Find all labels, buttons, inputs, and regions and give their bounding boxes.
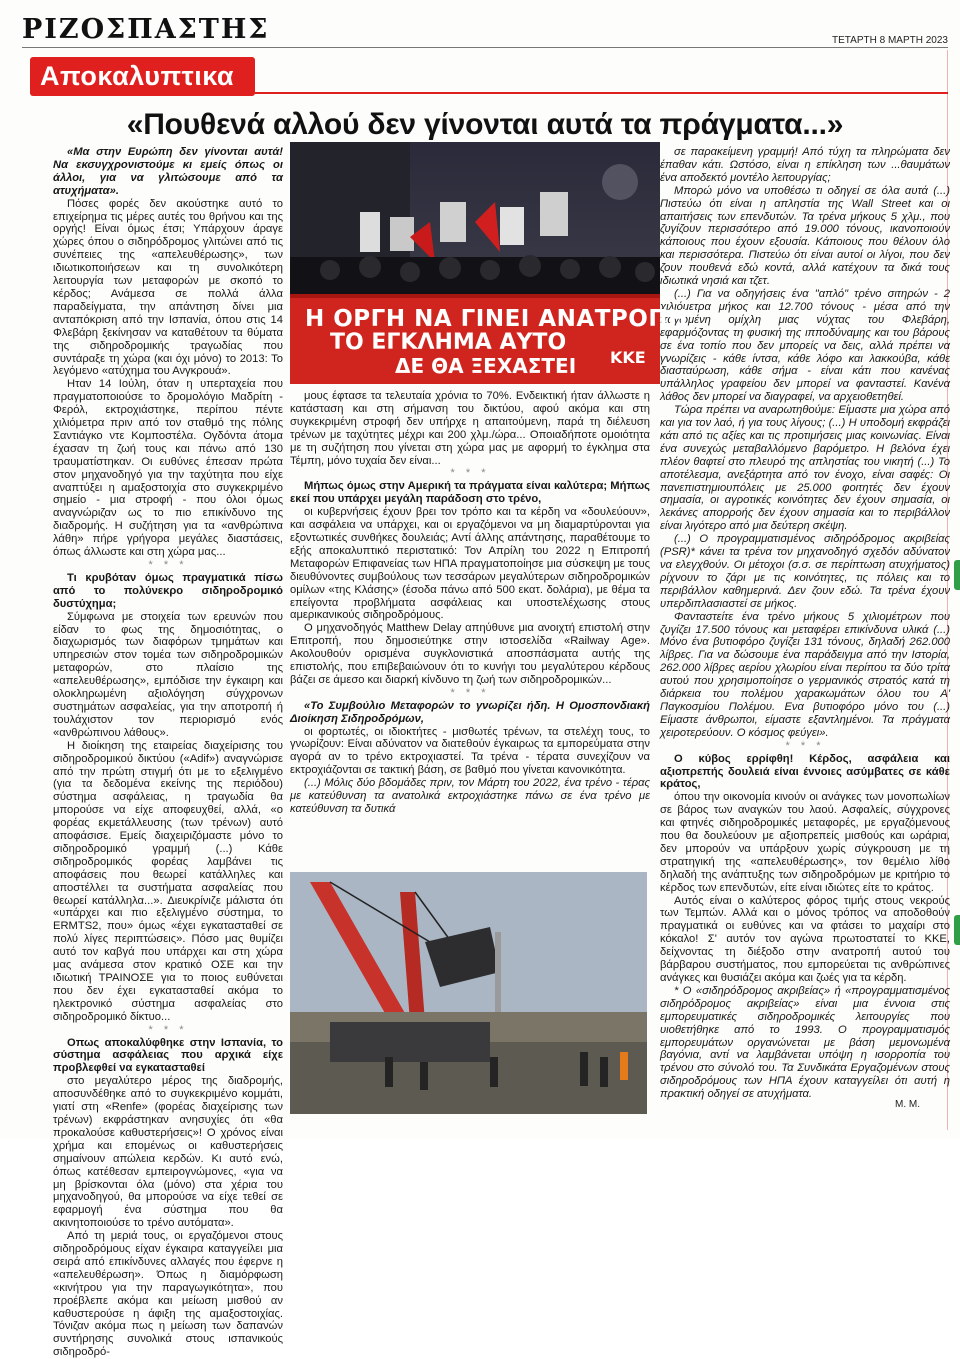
banner-slogan-line-1: Η ΟΡΓΗ ΝΑ ΓΙΝΕΙ ΑΝΑΤΡΟΠΗ	[305, 306, 688, 332]
article-paragraph: Ηταν 14 Ιούλη, όταν η υπερταχεία που πραγματοποιούσε το δρομολόγιο Μαδρίτη - Φερόλ, εκτροχιάστηκε, περίπου πέντε χιλιόμετρα πριν από τον σταθμό της πόλης Σαντιάγκο ντε Κομποστέλα. Ογδόντα άτομα έχασαν τη ζωή τους και πάνω από 130 τραυματίστηκαν. Οι ευθύνες έπεσαν πρώτα στον μηχανοδηγό για την ταχύτητα που είχε αναπτύξει η αμαξοστοιχία στο συγκεκριμένο σημείο - μια στροφή - που όλοι όμως αναγνώριζαν ως το πιο επικίνδυνο της διαδρομής. Η συζήτηση για τα «ανθρώπινα λάθη» πήρε γρήγορα μεγάλες διαστάσεις, όπως άλλωστε και στη χώρα μας...	[53, 378, 283, 559]
article-column-1	[53, 146, 283, 1359]
article-paragraph: Από τη μεριά τους, οι εργαζόμενοι στους σιδηροδρόμους είχαν έγκαιρα καταγγείλει μια σειρά από επικίνδυνες αλλαγές που έφερνε η «απελευθέρωση». Όπως η διαμόρφωση «κινήτρου για την παραγωγικότητα», που προέβλεπε ακόμα και μείωση μισθού αν καθυστερούσε η άφιξη της αμαξοστοιχίας. Τόνιζαν ακόμα πως η μείωση των δαπανών συντήρησης συνολικά στους ισπανικούς σιδηροδρό-	[53, 1230, 283, 1359]
article-paragraph: (...) Ο προγραμματισμένος σιδηρόδρομος ακριβείας (PSR)* κάνει τα τρένα τον μηχανοδηγό σχεδόν αδύνατον να ελεγχθούν. Οι μέτοχοι (σ.σ. σε περίπτωση ατυχήματος) ρίχνουν το ζάρι με τις κοινότητες, τις πόλεις και το περιβάλλον καθημερινά. Δεν ζουν εδώ. Τα τρένα έχουν υπερδιπλασιαστεί σε μήκος.	[660, 533, 950, 610]
section-separator: * * *	[148, 559, 188, 571]
article-paragraph: Οπως αποκαλύφθηκε στην Ισπανία, το σύστημα ασφάλειας που αρχικά είχε προβλεφθεί να εγκατασταθεί	[53, 1036, 283, 1075]
article-paragraph: «Μα στην Ευρώπη δεν γίνονται αυτά! Να εκσυγχρονιστούμε κι εμείς όπως οι άλλοι, για να γλιτώσουμε από τα ατυχήματα».	[53, 146, 283, 197]
article-paragraph: στο μεγαλύτερο μέρος της διαδρομής, αποσυνδέθηκε από το συγκεκριμένο κομμάτι, γιατί στη «Renfe» (φορέας διαχείρισης των τρένων) εκφράστηκαν ανησυχίες ότι «θα προκαλούσε καθυστερήσεις»! Ο χρόνος είναι χρήμα και επομένως οι καθυστερήσεις σημαίνουν απώλεια κερδών. Κι αυτό ενώ, όπως κατέθεσαν εμπειρογνώμονες, «για να μη βρίσκονται όλα (μόνο) στα χέρια του μηχανοδηγού, θα μπορούσε να είχε τεθεί σε εφαρμογή ένα σύστημα που θα ακινητοποιούσε το τρένο αυτόματα».	[53, 1075, 283, 1230]
article-paragraph: Μπορώ μόνο να υποθέσω τι οδηγεί σε όλα αυτά (...) Πιστεύω ότι είναι η απληστία της Wall Street και οι απαιτήσεις των επενδυτών. Τα τρένα μήκους 5 χλμ., που ζυγίζουν περισσότερο από 19.000 τόνους, ικανοποιούν κάποιους που έχουν εξουσία. Κάποιους που θέλουν όλο και περισσότερα. Πιστεύω ότι είναι αυτοί οι λίγοι, που δεν ζουν πουθενά εδώ κοντά, αλλά κατέχουν τα δικά τους ιδιωτικά νησιά και τζετ.	[660, 184, 950, 288]
article-column-3	[660, 146, 950, 1101]
section-separator: * * *	[450, 467, 490, 480]
party-logo: ΚΚΕ	[610, 348, 646, 367]
banner-slogan-line-3: ΔΕ ΘΑ ΞΕΧΑΣΤΕΙ	[395, 354, 577, 378]
article-paragraph: οι φορτωτές, οι ιδιοκτήτες - μισθωτές τρένων, τα στελέχη τους, το γνωρίζουν: Είναι αδύνατον να διατεθούν έγκαιρως τα εμπορεύματα στην αγορά αν το τρένο εκτροχιαστεί. Τα τρένα - τέρατα συνεχίζουν να εκτροχιάζονται σε τακτική βάση, σε βαθμό που γίνεται κανονικότητα.	[290, 725, 650, 777]
masthead-title: ΡΙΖΟΣΠΑΣΤΗΣ	[22, 14, 270, 45]
article-paragraph: Φανταστείτε ένα τρένο μήκους 5 χιλιομέτρων που ζυγίζει 17.500 τόνους και μεταφέρει επικίνδυνα υλικά (...) Μόνο ένα βυτιοφόρο ζυγίζει 131 τόνους, δηλαδή 262.000 λίβρες. Για να δώσουμε ένα παράδειγμα από την Ιστορία, 262.000 λίβρες αερίου χλωρίου είναι περίπου τα δύο τρίτα αυτού που χρησιμοποίησε ο γερμανικός στρατός κατά τη διάρκεια του πολέμου χαρακωμάτων όλου του Α' Παγκοσμίου Πολέμου. Ενα βυτιοφόρο μόνο του (...) Είμαστε άνθρωποι, είμαστε εξαντλημένοι. Τα πράγματα χειροτερεύουν. Ο κόσμος φεύγει».	[660, 610, 950, 739]
section-separator: * * *	[148, 1023, 188, 1036]
author-initials: Μ. Μ.	[895, 1099, 920, 1110]
masthead-rule	[22, 47, 948, 48]
section-separator: * * *	[785, 739, 825, 752]
section-separator: * * *	[450, 686, 490, 699]
article-column-2	[290, 390, 650, 868]
article-paragraph: Αυτός είναι ο καλύτερος φόρος τιμής στους νεκρούς των Τεμπών. Αλλά και ο μόνος τρόπος να αποδοθούν πραγματικά οι ευθύνες και να φτάσει το μαχαίρι στο κόκαλο! Σ' αυτόν τον αγώνα πρωτοστατεί το ΚΚΕ, δείχνοντας τη διέξοδο στην ανατροπή αυτού του βάρβαρου συστήματος, που εμπορεύεται τις ανθρώπινες ανάγκες και θυσιάζει ακόμα και ζωές για τα κέρδη.	[660, 894, 950, 984]
page-edge-tab	[954, 560, 960, 590]
issue-date: ΤΕΤΑΡΤΗ 8 ΜΑΡΤΗ 2023	[832, 35, 948, 46]
article-paragraph: (...) Για να οδηγήσεις ένα "απλό" τρένο σιτηρών - 2 χιλιόμετρα μήκος και 12.700 τόνους - μέσα από την παγωμένη ομίχλη μιας νύχτας του Φλεβάρη, εφαρμόζοντας τη φυσική της ιπποδύναμης και του βάρους σε ένα τοπίο που δεν μπορείς να δεις, αλλά πρέπει να γνωρίζεις - κάθε ίντσα, κάθε λόφο και λακκούβα, κάθε διασταύρωση, κάθε σήμα - είναι κάτι που κανένας υπάλληλος γραφείου δεν μπορεί να φανταστεί. Κανένα λάθος δεν μπορεί να διαγραφεί, να αρχειοθετηθεί.	[660, 287, 950, 404]
article-paragraph: Σύμφωνα με στοιχεία των ερευνών που είδαν το φως της δημοσιότητας, ο διαχωρισμός των διαφόρων τμημάτων και υπηρεσιών στον τομέα των σιδηροδρομικών μεταφορών, στο πλαίσιο της «απελευθέρωσης», εμπόδισε την έγκαιρη και ολοκληρωμένη αξιολόγηση σύγχρονων συστημάτων ασφαλείας, για την αποτροπή ή τουλάχιστον τον περιορισμό ενός «ανθρώπινου λάθους».	[53, 610, 283, 739]
section-rule	[255, 92, 948, 94]
article-paragraph: Πόσες φορές δεν ακούστηκε αυτό το επιχείρημα τις μέρες αυτές του θρήνου και της οργής! Είναι όμως έτσι; Υπάρχουν άραγε χώρες όπου ο σιδηρόδρομος γλιτώνει από τις συνέπειες της «απελευθέρωσης», των ιδιωτικοποιήσεων και τη συνολικότερη λειτουργία των μεταφορών με σκοπό το κέρδος; Ανάμεσα σε πολλά άλλα παραδείγματα, την απάντηση δίνει μια ανταπόκριση από την Ισπανία, όπου στις 14 Φλεβάρη ξεκίνησαν να καταθέτουν τα θύματα της σιδηροδρομικής τραγωδίας που συντάραξε τη χώρα (και όχι μόνο) το 2013: Το λεγόμενο «ατύχημα του Ανγκρουά».	[53, 197, 283, 378]
article-paragraph: (...) Μόλις δύο βδομάδες πριν, τον Μάρτη του 2022, ένα τρένο - τέρας με κατεύθυνση τα ανατολικά εκτροχιάστηκε πάνω σε ένα τρένο με κατεύθυνση τα δυτικά	[290, 777, 650, 815]
crash-site-photo	[290, 872, 647, 1114]
banner-slogan-line-2: ΤΟ ΕΓΚΛΗΜΑ ΑΥΤΟ	[330, 330, 567, 355]
article-paragraph: * Ο «σιδηρόδρομος ακριβείας» ή «προγραμματισμένος σιδηρόδρομος ακριβείας» είναι μια έννοια στις εμπορευματικές σιδηροδρομικές λειτουργίες που υιοθετήθηκε από το 1993. Ο προγραμματισμός εμπορευμάτων οργανώνεται με βάση μεμονωμένα βαγόνια, αντί να λαμβάνεται υπόψη η ισορροπία του τρένου στο σύνολό του. Τα Συνδικάτα Εργαζομένων στους σιδηροδρόμους των ΗΠΑ έχουν καταγγείλει ότι αυτή η πρακτική οδηγεί σε ατυχήματα.	[660, 984, 950, 1101]
article-paragraph: Η διοίκηση της εταιρείας διαχείρισης του σιδηροδρομικού δικτύου («Adif») αναγνώρισε από την πρώτη στιγμή ότι με το εξελιγμένο (για τα δεδομένα εκείνης της περιόδου) σύστημα ασφάλειας, η τραγωδία θα μπορούσε να είχε αποφευχθεί, αλλά, «ο φορέας εκμετάλλευσης (των τρένων) αυτό αποφάσισε. Εμείς διαχειριζόμαστε μόνο το σιδηροδρομικό γραμμή (...) Κάθε σιδηροδρομικός φορέας λαμβάνει τις αποφάσεις που θεωρεί κατάλληλες και αποστέλλει τα συστήματα ασφαλείας που θεωρεί κατάλληλα...». Διευκρίνιζε μάλιστα ότι «υπάρχει και πιο εξελιγμένο σύστημα, το ERMTS2, που» όμως «έχει εγκατασταθεί σε πολύ λίγες περιπτώσεις». Πόσο μας θυμίζει αυτό τον καβγά που υπάρχει και στη χώρα μας ανάμεσα στον κρατικό ΟΣΕ και την ιδιωτική ΤΡΑΙΝΟΣΕ για το ποιος ευθύνεται που δεν έχει εγκατασταθεί ακόμα το ηλεκτρονικό σύστημα ασφαλείας στο σιδηροδρομικό δίκτυο...	[53, 739, 283, 1023]
article-paragraph: οι κυβερνήσεις έχουν βρει τον τρόπο και τα κέρδη να «δουλεύουν», και ασφάλεια να υπάρχει, και οι εργαζόμενοι να μη διαμαρτύρονται για εξοντωτικές συνθήκες δουλειάς; Αντί άλλης απάντησης, παραθέτουμε το εξής αποκαλυπτικό περιστατικό: Τον Απρίλη του 2022 η Επιτροπή Μεταφορών Επιφανείας των ΗΠΑ πραγματοποίησε μια σύσκεψη με τους διευθύνοντες συμβούλους των τεσσάρων μεγαλύτερων σιδηροδρομικών ομίλων «της Κλάσης» (έσοδα πάνω από 500 εκατ. δολάρια), με θέμα τα επείγοντα προβλήματα ασφάλειας και υποστελέχωσης στους αμερικανικούς σιδηροδρόμους.	[290, 506, 650, 622]
crash-site-illustration	[290, 872, 647, 1114]
article-paragraph: Τι κρυβόταν όμως πραγματικά πίσω από το πολύνεκρο σιδηροδρομικό δυστύχημα;	[53, 571, 283, 610]
article-headline: «Πουθενά αλλού δεν γίνονται αυτά τα πράγματα...»	[126, 108, 844, 141]
page-edge-tab	[954, 915, 960, 945]
article-paragraph: Τώρα πρέπει να αναρωτηθούμε: Είμαστε μια χώρα από και για τον λαό, ή για τους λίγους; (...) Η υποδομή εκφράζει κάτι από τις αξίες και τις προτιμήσεις μιας κοινωνίας. Είναι ένα συνεχώς μεταβαλλόμενο βαρόμετρο. Η βελόνα έχει πλέον θαφτεί στο πλευρό της απληστίας του νικητή (...) Το αποτέλεσμα, ανεξάρτητα από τον ένοχο, είναι σαφές: Οι πανεπιστημιουπόλεις με 25.000 φοιτητές δεν έχουν σημασία, οι αγροτικές κοινότητες δεν έχουν σημασία, οι λεκάνες απορροής δεν έχουν σημασία και το περιβάλλον είναι λιγότερο από μια δεύτερη σκέψη.	[660, 404, 950, 533]
article-paragraph: Ο κύβος ερρίφθη! Κέρδος, ασφάλεια και αξιοπρεπής δουλειά είναι έννοιες ασύμβατες σε κάθε κράτος,	[660, 752, 950, 791]
article-paragraph: Μήπως όμως στην Αμερική τα πράγματα είναι καλύτερα; Μήπως εκεί που υπάρχει μεγάλη παράδοση στο τρένο,	[290, 480, 650, 506]
article-paragraph: «Το Συμβούλιο Μεταφορών το γνωρίζει ήδη. Η Ομοσπονδιακή Διοίκηση Σιδηροδρόμων,	[290, 699, 650, 725]
section-label: Αποκαλυπτικα	[40, 61, 234, 91]
article-paragraph: όπου την οικονομία κινούν οι ανάγκες των μονοπωλίων σε βάρος των αναγκών του λαού. Ασφαλείς, σύγχρονες και φτηνές σιδηροδρομικές μεταφορές, με εργαζόμενους που θα δουλεύουν με αξιοπρεπείς μισθούς και ωράρια, δεν μπορούν να υπάρξουν χωρίς σύγκρουση με τη στρατηγική της «απελευθέρωσης», τον θεμέλιο λίθο δηλαδή της ανάπτυξης των σιδηροδρόμων με κριτήριο το κέρδος των επενδυτών, είτε είναι ιδιώτες είτε το κράτος.	[660, 791, 950, 894]
article-paragraph: μους έφτασε τα τελευταία χρόνια το 70%. Ενδεικτική ήταν άλλωστε η κατάσταση και στη σήμανση του δικτύου, αφού ακόμα και στη συγκεκριμένη στροφή δεν υπήρχε η απαιτούμενη, παρά τη διέλευση τρένων με ταχύτητες μέχρι και 200 χλμ./ώρα... Οποιαδήποτε ομοιότητα με τη συζήτηση που γίνεται στη χώρα μας με αφορμή το έγκλημα στα Τέμπη, μόνο τυχαία δεν είναι...	[290, 390, 650, 467]
article-paragraph: σε παρακείμενη γραμμή! Από τύχη τα πληρώματα δεν έπαθαν κάτι. Ωστόσο, είναι η επίκληση των ...θαυμάτων ένα αποδεκτό μοντέλο λειτουργίας;	[660, 146, 950, 184]
article-paragraph: Ο μηχανοδηγός Matthew Delay απηύθυνε μια ανοιχτή επιστολή στην Επιτροπή, που δημοσιεύτηκε στην ιστοσελίδα «Railway Age». Ακολουθούν ορισμένα συγκλονιστικά αποσπάσματα αυτής της επιστολής, που επιβεβαιώνουν ότι το κυνήγι του μεγαλύτερου κέρδους βάζει σε άμεσο και διαρκή κίνδυνο τη ζωή των σιδηροδρομικών...	[290, 622, 650, 686]
